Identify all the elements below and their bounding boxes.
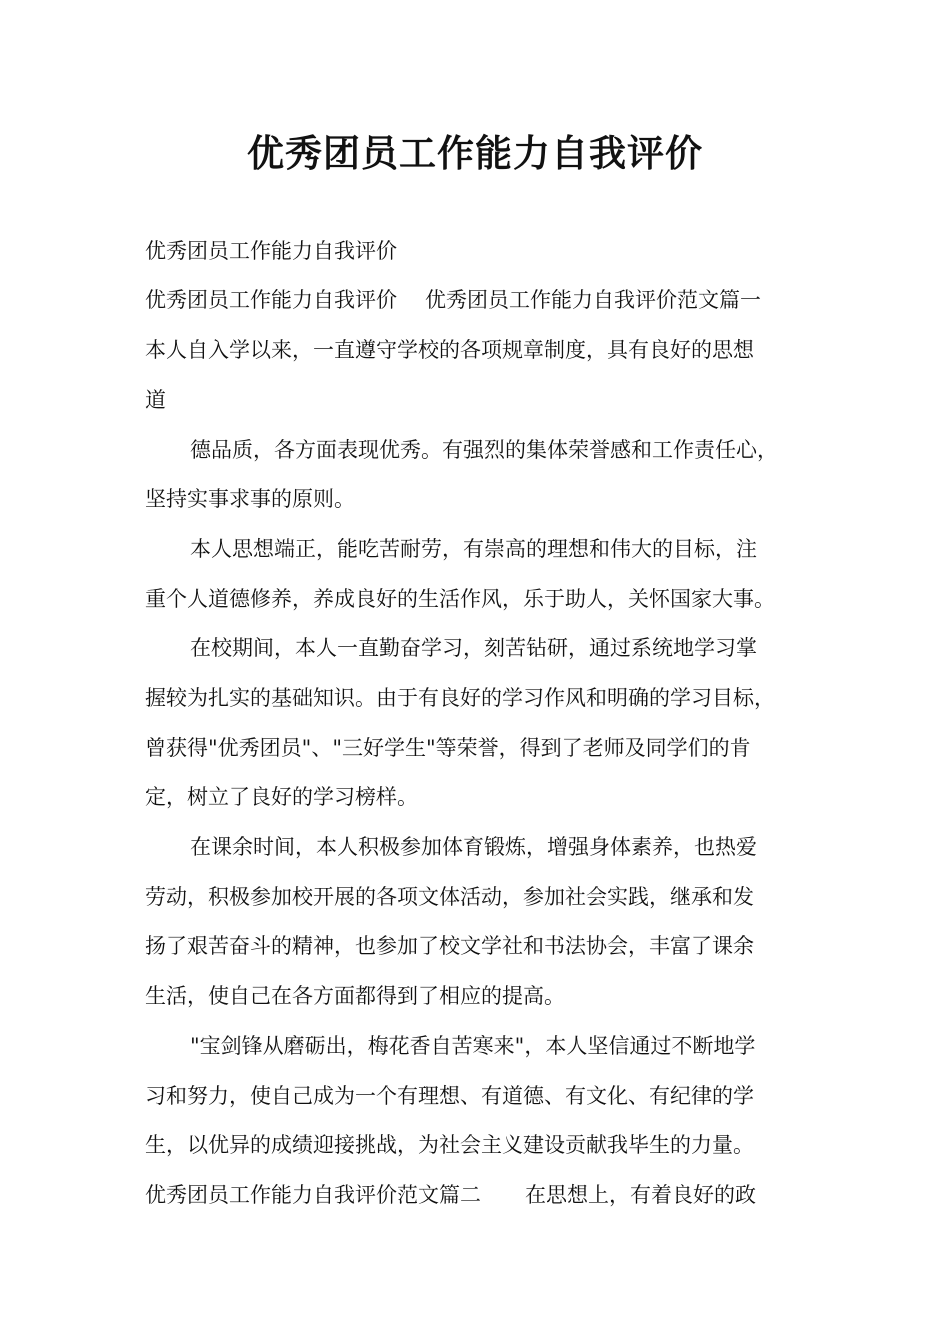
document-title: 优秀团员工作能力自我评价: [247, 132, 703, 175]
paragraph-line: 重个人道德修养，养成良好的生活作风，乐于助人，关怀国家大事。: [145, 587, 775, 611]
paragraph-line: 在校期间，本人一直勤奋学习，刻苦钻研，通过系统地学习掌: [190, 636, 757, 660]
section-two-line: [145, 1180, 825, 1210]
paragraph-line: 本人自入学以来，一直遵守学校的各项规章制度，具有良好的思想: [145, 338, 754, 362]
paragraph-line: 握较为扎实的基础知识。由于有良好的学习作风和明确的学习目标，: [145, 686, 775, 710]
paragraph-line: 定，树立了良好的学习榜样。: [145, 785, 418, 809]
paragraph-line: 道: [145, 388, 166, 412]
paragraph-line: 在思想上，有着良好的政: [525, 1183, 756, 1207]
section-heading-line: [145, 285, 825, 315]
paragraph-line: 曾获得"优秀团员"、"三好学生"等荣誉，得到了老师及同学们的肯: [145, 736, 751, 760]
paragraph-line: 生，以优异的成绩迎接挑战，为社会主义建设贡献我毕生的力量。: [145, 1133, 754, 1157]
paragraph-line: 本人思想端正，能吃苦耐劳，有崇高的理想和伟大的目标，注: [190, 537, 757, 561]
paragraph-line: 坚持实事求事的原则。: [145, 487, 355, 511]
paragraph-line: 德品质，各方面表现优秀。有强烈的集体荣誉感和工作责任心，: [190, 438, 778, 462]
paragraph-line: 扬了艰苦奋斗的精神，也参加了校文学社和书法协会，丰富了课余: [145, 934, 754, 958]
paragraph-line: 劳动，积极参加校开展的各项文体活动，参加社会实践，继承和发: [145, 885, 754, 909]
paragraph-line: 习和努力，使自己成为一个有理想、有道德、有文化、有纪律的学: [145, 1084, 754, 1108]
section-one-heading: 优秀团员工作能力自我评价范文篇一: [425, 288, 761, 312]
section-two-heading: 优秀团员工作能力自我评价范文篇二: [145, 1183, 481, 1207]
section-heading-text: 优秀团员工作能力自我评价: [145, 288, 397, 312]
paragraph-line: 生活，使自己在各方面都得到了相应的提高。: [145, 984, 565, 1008]
paragraph-line: 在课余时间，本人积极参加体育锻炼，增强身体素养，也热爱: [190, 835, 757, 859]
subtitle-line: 优秀团员工作能力自我评价: [145, 239, 397, 263]
paragraph-line: "宝剑锋从磨砺出，梅花香自苦寒来"，本人坚信通过不断地学: [190, 1034, 756, 1058]
